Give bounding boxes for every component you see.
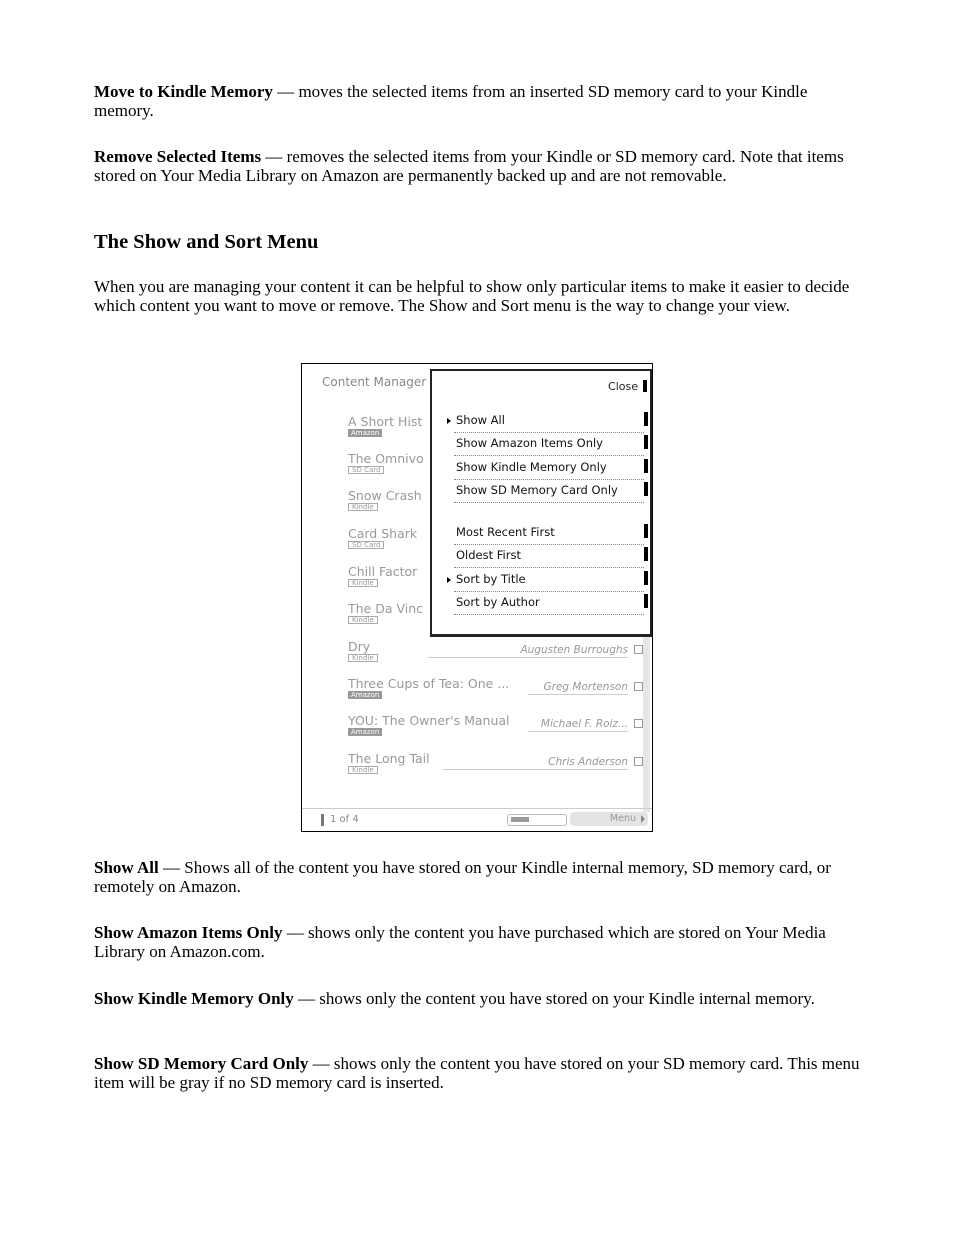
menu-item-show-all[interactable]: Show All [454,410,644,433]
term: Show Amazon Items Only [94,923,283,942]
list-item[interactable]: Snow Crash Kindle [348,488,422,511]
intro-paragraph: When you are managing your content it can be helpful to show only particular items to make it easier to decide which content you want to move or remove. The Show and Sort menu is the way to change your view. [94,277,850,315]
select-checkbox[interactable] [634,682,643,691]
status-footer [302,808,652,831]
paragraph-move-to-kindle-memory: Move to Kindle Memory — moves the selected items from an inserted SD memory card to your Kindle memory. [94,82,808,120]
source-badge: Kindle [348,654,378,662]
selection-bar-icon [643,380,647,392]
content-manager-title: Content Manager [322,375,427,389]
source-badge: Kindle [348,766,378,774]
paragraph-remove-selected-items: Remove Selected Items — removes the selected items from your Kindle or SD memory card. Note that items stored on Your Media Library on Amazon are permanently backed up and are not removable. [94,147,844,185]
source-badge: Kindle [348,579,378,587]
list-item[interactable]: Chill Factor Kindle [348,564,418,587]
source-badge: Amazon [348,728,382,736]
source-badge: SD Card [348,466,384,474]
author: Greg Mortenson [543,681,628,693]
menu-item-sort-by-title[interactable]: Sort by Title [454,569,644,592]
paragraph-show-kindle-memory-only: Show Kindle Memory Only — shows only the content you have stored on your Kindle internal memory. [94,989,815,1008]
battery-signal-status [507,814,567,826]
term: Move to Kindle Memory [94,82,273,101]
page-indicator: 1 of 4 [330,814,359,825]
menu-item-most-recent-first[interactable]: Most Recent First [454,522,644,545]
source-badge: Kindle [348,503,378,511]
section-heading: The Show and Sort Menu [94,231,319,253]
author: Augusten Burroughs [520,644,628,656]
arrow-right-icon [641,815,645,823]
source-badge: SD Card [348,541,384,549]
menu-item-show-sd-memory-card-only[interactable]: Show SD Memory Card Only [454,480,644,503]
author: Michael F. Roiz... [540,718,628,730]
list-item[interactable]: Dry Augusten Burroughs Kindle [348,631,644,667]
selected-arrow-icon [447,418,451,424]
battery-icon [511,817,529,822]
source-badge: Kindle [348,616,378,624]
source-badge: Amazon [348,429,382,437]
paragraph-show-sd-memory-card-only: Show SD Memory Card Only — shows only the content you have stored on your SD memory card. This menu item will be gray if no SD memory card is inserted. [94,1054,860,1092]
term: Show All [94,858,159,877]
author: Chris Anderson [548,756,628,768]
close-button[interactable]: Close [608,380,638,393]
select-checkbox[interactable] [634,645,643,654]
menu-item-oldest-first[interactable]: Oldest First [454,545,644,568]
menu-button[interactable]: Menu [570,812,648,826]
term: Remove Selected Items [94,147,262,166]
selected-arrow-icon [447,577,451,583]
term: Show SD Memory Card Only [94,1054,309,1073]
select-checkbox[interactable] [634,757,643,766]
paragraph-show-all: Show All — Shows all of the content you have stored on your Kindle internal memory, SD memory card, or remotely on Amazon. [94,858,831,896]
list-item[interactable]: Three Cups of Tea: One ... Greg Mortenson Amazon [348,668,644,704]
menu-item-show-amazon-items-only[interactable]: Show Amazon Items Only [454,433,644,456]
menu-item-sort-by-author[interactable]: Sort by Author [454,592,644,615]
menu-item-show-kindle-memory-only[interactable]: Show Kindle Memory Only [454,457,644,480]
list-item[interactable]: YOU: The Owner's Manual Michael F. Roiz... Amazon [348,705,644,741]
term: Show Kindle Memory Only [94,989,294,1008]
list-item[interactable]: Card Shark SD Card [348,526,418,549]
source-badge: Amazon [348,691,382,699]
show-sort-menu [430,369,653,637]
select-checkbox[interactable] [634,719,643,728]
list-item[interactable]: The Da Vinc Kindle [348,601,424,624]
list-item[interactable]: The Omnivo SD Card [348,451,424,474]
kindle-screenshot [301,363,653,832]
list-item[interactable]: A Short Hist Amazon [348,414,423,437]
list-item[interactable]: The Long Tail Chris Anderson Kindle [348,743,644,779]
paragraph-show-amazon-items-only: Show Amazon Items Only — shows only the content you have purchased which are stored on Your Media Library on Amazon.com. [94,923,826,961]
page-bar-icon [321,814,324,826]
